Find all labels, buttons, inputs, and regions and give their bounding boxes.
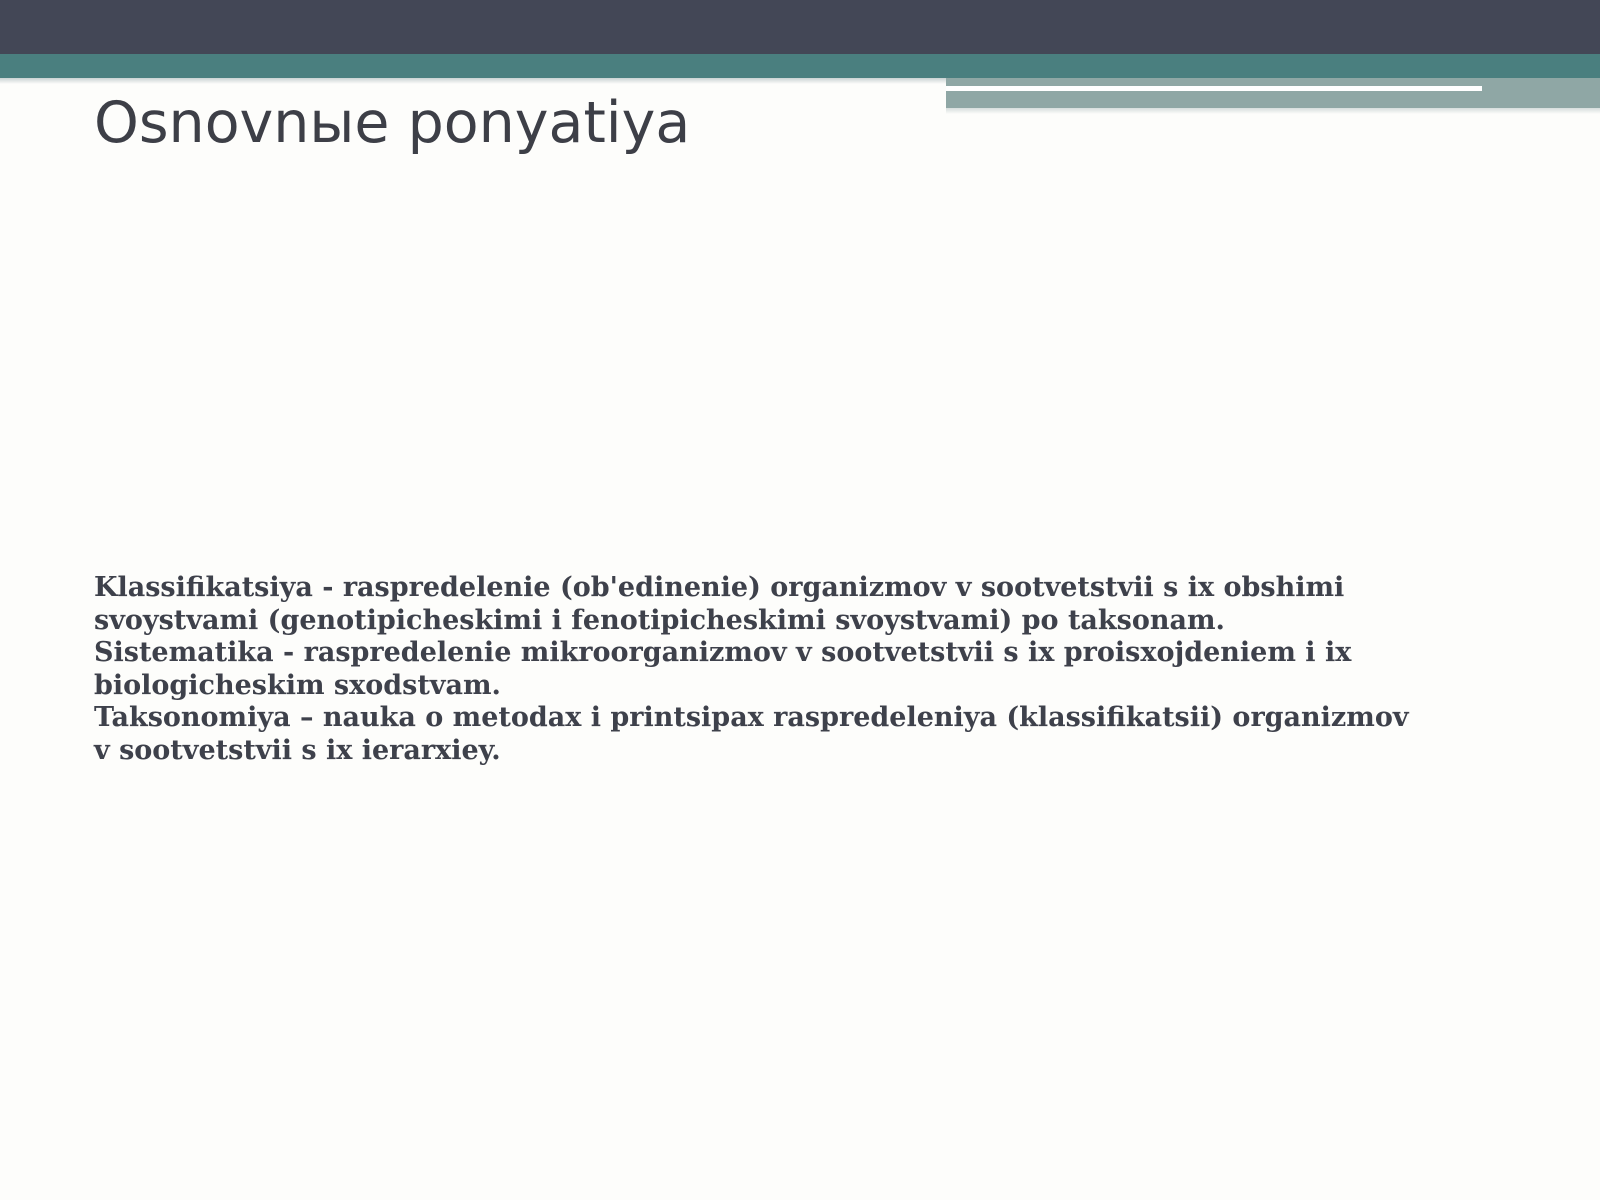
header-band-dark — [0, 0, 1600, 54]
slide-body — [94, 572, 1424, 767]
header-accent-shadow — [946, 108, 1600, 114]
header-accent-line — [946, 86, 1482, 91]
header-band-shadow — [0, 78, 946, 84]
header-band-teal — [0, 54, 1600, 78]
header-accent-bar — [946, 78, 1600, 108]
paragraph-klassifikatsiya: Klassifikatsiya - raspredelenie (ob'edinenie) organizmov v sootvetstvii s ix obshimi svoystvami (genotipicheskimi i fenotipicheskimi svoystvami) po taksonam. — [94, 572, 1345, 636]
slide-title: Osnovnыe ponyatiya — [94, 90, 691, 156]
paragraph-sistematika: Sistematika - raspredelenie mikroorganizmov v sootvetstvii s ix proisxojdeniem i ix biologicheskim sxodstvam. — [94, 637, 1352, 701]
paragraph-taksonomiya: Taksonomiya – nauka o metodax i printsipax raspredeleniya (klassifikatsii) organizmov v sootvetstvii s ix ierarxiey. — [94, 702, 1409, 766]
